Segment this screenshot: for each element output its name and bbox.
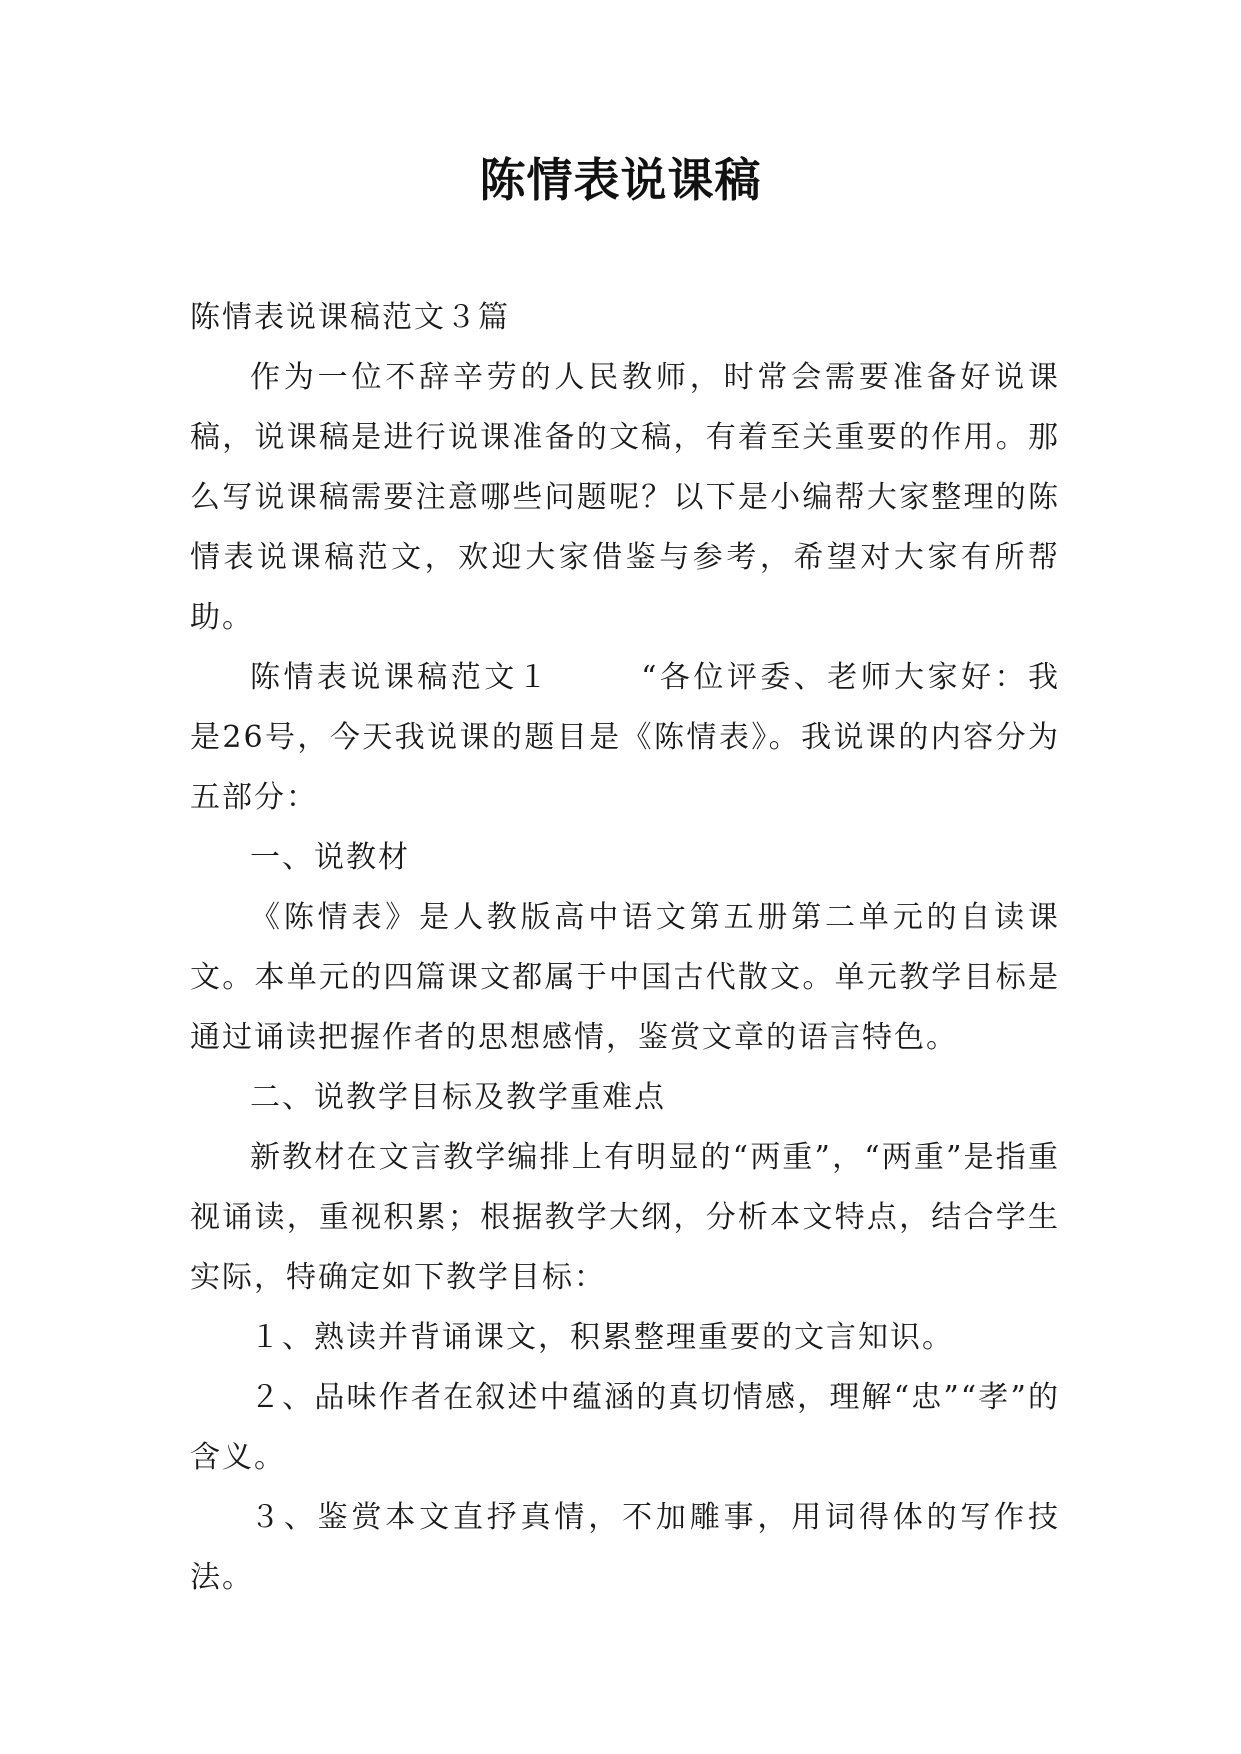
goal-item: １、熟读并背诵课文，积累整理重要的文言知识。 — [250, 1320, 954, 1355]
sample-label: 陈情表说课稿范文１ — [250, 660, 552, 695]
document-body — [190, 288, 1060, 1608]
section-heading-goals: 二、说教学目标及教学重难点 — [250, 1080, 666, 1115]
section-body-goals: 新教材在文言教学编排上有明显的“两重”，“两重”是指重视诵读，重视积累；根据教学大纲，分析本文特点，结合学生实际，特确定如下教学目标： — [190, 1140, 1060, 1295]
goal-item: ２、品味作者在叙述中蕴涵的真切情感，理解“忠”“孝”的含义。 — [190, 1380, 1060, 1475]
document-subtitle: 陈情表说课稿范文３篇 — [190, 300, 510, 335]
section-body-textbook: 《陈情表》是人教版高中语文第五册第二单元的自读课文。本单元的四篇课文都属于中国古代散文。单元教学目标是通过诵读把握作者的思想感情，鉴赏文章的语言特色。 — [190, 900, 1060, 1055]
document-title: 陈情表说课稿 — [479, 153, 762, 207]
goal-item: ３、鉴赏本文直抒真情，不加雕事，用词得体的写作技法。 — [190, 1500, 1060, 1595]
sample-paragraph — [190, 648, 1060, 828]
intro-paragraph: 作为一位不辞辛劳的人民教师，时常会需要准备好说课稿，说课稿是进行说课准备的文稿，有着至关重要的作用。那么写说课稿需要注意哪些问题呢？以下是小编帮大家整理的陈情表说课稿范文，欢迎大家借鉴与参考，希望对大家有所帮助。 — [190, 360, 1060, 635]
section-heading-textbook: 一、说教材 — [250, 840, 410, 875]
sample-opening: “各位评委、老师大家好：我是26号，今天我说课的题目是《陈情表》。我说课的内容分为五部分： — [190, 660, 1060, 815]
